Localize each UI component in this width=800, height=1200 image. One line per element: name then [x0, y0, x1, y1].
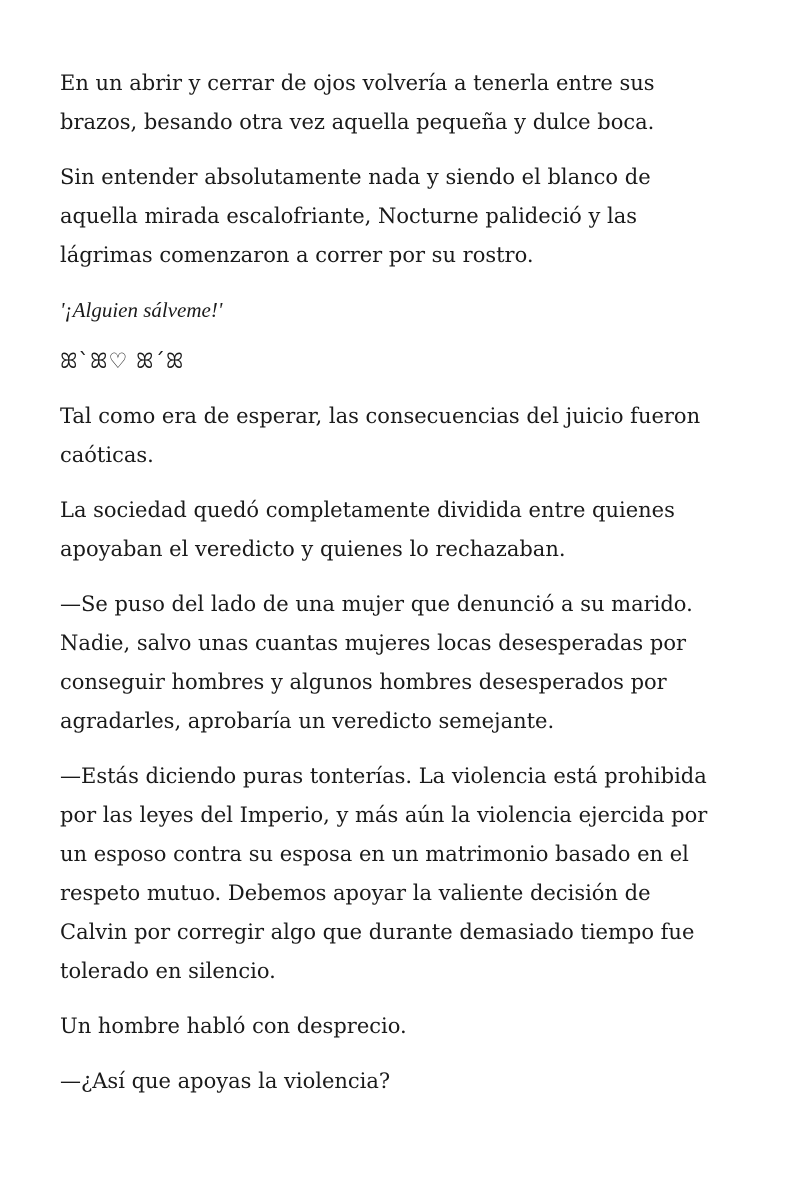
paragraph: Un hombre habló con desprecio. — [60, 1014, 407, 1038]
dialogue-paragraph: —Estás diciendo puras tonterías. La violencia está prohibida por las leyes del Imperio, y más aún la violencia ejercida por un esposo contra su esposa en un matrimonio basado en el respeto mutuo. Debemos apoyar la valiente decisión de Calvin por corregir algo que durante demasiado tiempo fue tolerado en silencio. — [60, 764, 708, 983]
paragraph: Tal como era de esperar, las consecuencias del juicio fueron caóticas. — [60, 404, 701, 467]
scene-separator: ꕤ`ꕤ♡ ꕤ´ꕤ — [60, 349, 185, 373]
italic-thought: '¡Alguien sálveme!' — [60, 298, 223, 322]
dialogue-paragraph: —Se puso del lado de una mujer que denunció a su marido. Nadie, salvo unas cuantas mujeres locas desesperadas por conseguir hombres y algunos hombres desesperados por agradarles, aprobaría un veredicto semejante. — [60, 592, 693, 733]
dialogue-paragraph: —¿Así que apoyas la violencia? — [60, 1069, 391, 1093]
document-page — [60, 64, 750, 1117]
paragraph: En un abrir y cerrar de ojos volvería a tenerla entre sus brazos, besando otra vez aquella pequeña y dulce boca. — [60, 71, 655, 134]
paragraph: La sociedad quedó completamente dividida entre quienes apoyaban el veredicto y quienes lo rechazaban. — [60, 498, 675, 561]
paragraph: Sin entender absolutamente nada y siendo el blanco de aquella mirada escalofriante, Nocturne palideció y las lágrimas comenzaron a correr por su rostro. — [60, 165, 651, 267]
